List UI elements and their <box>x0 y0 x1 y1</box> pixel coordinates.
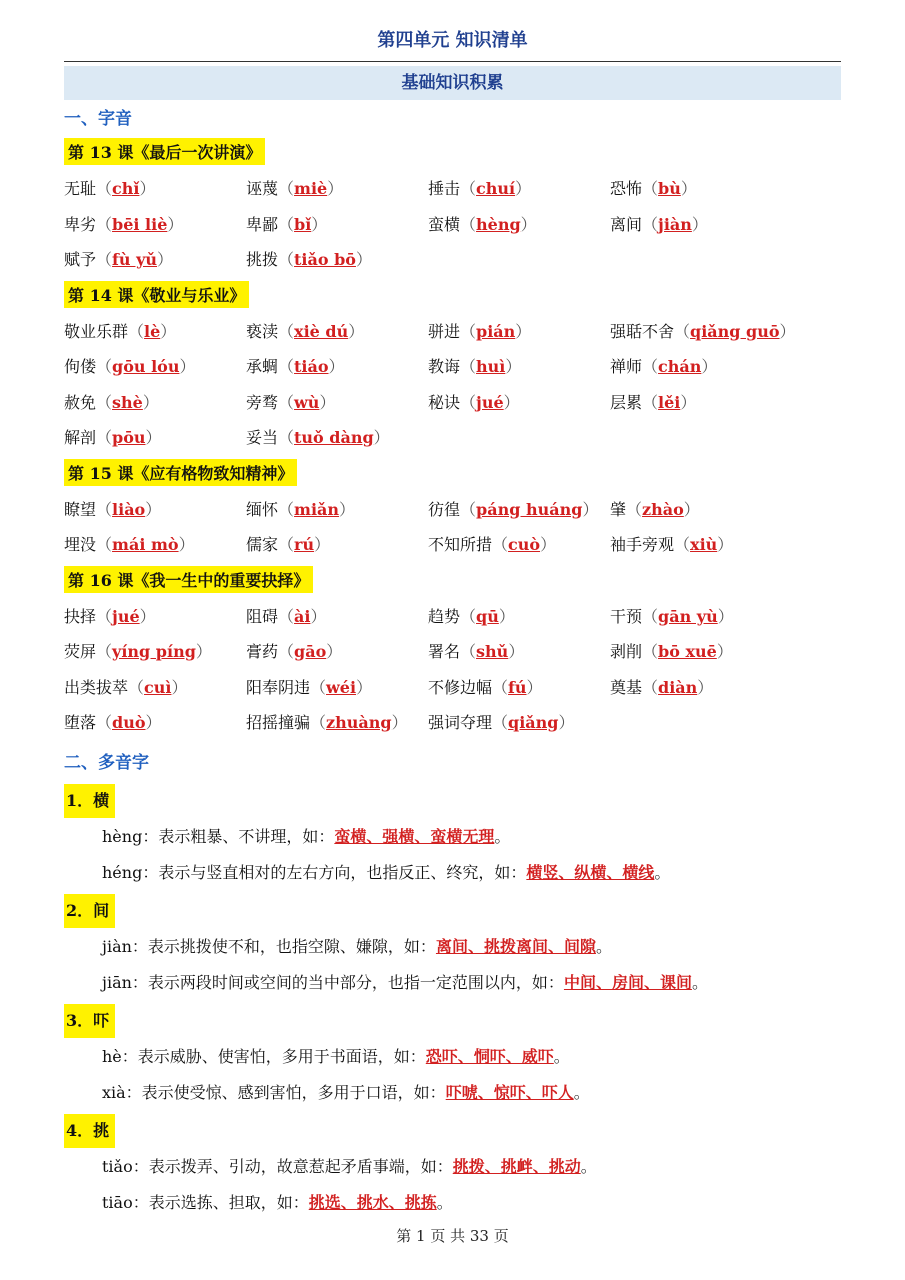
polyphone-entry <box>64 784 844 892</box>
section-banner: 基础知识积累 <box>64 66 841 100</box>
word-text: 署名 <box>428 642 461 661</box>
page-title: 第四单元 知识清单 <box>377 30 528 51</box>
polyphone-usage <box>102 820 844 856</box>
pinyin-answer: páng huáng <box>476 499 583 519</box>
open-paren: （ <box>278 428 295 447</box>
word-text: 佝偻 <box>64 357 97 376</box>
word-item <box>64 423 246 459</box>
pinyin-answer: hèng <box>476 214 521 234</box>
word-item <box>246 174 428 210</box>
usage-end: 。 <box>494 826 511 846</box>
word-text: 出类拔萃 <box>64 677 129 697</box>
word-text: 挑拨 <box>246 250 279 269</box>
polyphone-usage <box>102 1040 844 1076</box>
word-text: 敬业乐群 <box>64 321 129 341</box>
word-text: 卑鄙 <box>246 214 279 234</box>
usage-end: 。 <box>436 1192 453 1212</box>
word-text: 强聒不舍 <box>610 321 675 341</box>
usage-end: 。 <box>595 936 612 956</box>
word-text: 层累 <box>610 392 643 412</box>
close-paren: ） <box>145 499 162 519</box>
open-paren: （ <box>96 428 113 447</box>
close-paren: ） <box>142 392 159 412</box>
word-item <box>428 530 610 566</box>
word-text: 不修边幅 <box>428 677 493 697</box>
close-paren: ） <box>515 321 532 341</box>
word-item <box>64 708 246 744</box>
close-paren: ） <box>779 321 796 341</box>
word-text: 干预 <box>610 606 643 626</box>
word-text: 荧屏 <box>64 642 97 661</box>
word-grid <box>64 317 844 459</box>
word-item <box>428 317 610 353</box>
close-paren: ） <box>691 214 708 234</box>
open-paren: （ <box>96 713 113 732</box>
polyphone-title: 3．吓 <box>64 1004 115 1038</box>
word-item <box>64 352 246 388</box>
page-footer: 第 1 页 共 33 页 <box>396 1227 509 1245</box>
usage-examples: 横竖、纵横、横线 <box>526 862 655 882</box>
pinyin-answer: cuì <box>144 677 172 697</box>
word-item <box>610 495 810 531</box>
pinyin-answer: diàn <box>658 677 698 697</box>
open-paren: （ <box>278 250 295 269</box>
part1-heading: 一、字音 <box>64 109 132 129</box>
pinyin-answer: lè <box>144 321 161 341</box>
pinyin-answer: jué <box>476 392 504 412</box>
open-paren: （ <box>278 179 295 198</box>
open-paren: （ <box>278 535 295 554</box>
word-text: 亵渎 <box>246 321 279 341</box>
word-text: 缅怀 <box>246 499 279 519</box>
lesson-title: 第 14 课《敬业与乐业》 <box>64 281 249 308</box>
close-paren: ） <box>348 321 365 341</box>
polyphone-entry <box>64 1114 844 1222</box>
word-text: 秘诀 <box>428 392 461 412</box>
word-text: 解剖 <box>64 428 97 447</box>
word-item <box>246 352 428 388</box>
pinyin-answer: cuò <box>508 535 541 554</box>
word-text: 袖手旁观 <box>610 535 675 554</box>
word-item <box>428 495 610 531</box>
close-paren: ） <box>311 214 328 234</box>
usage-end: 。 <box>580 1156 597 1176</box>
word-text: 阻碍 <box>246 606 279 626</box>
pinyin-answer: xiè dú <box>294 321 349 341</box>
usage-end: 。 <box>573 1082 590 1102</box>
lesson-title-row <box>64 459 844 495</box>
close-paren: ） <box>195 642 212 661</box>
close-paren: ） <box>355 250 372 269</box>
word-text: 瞭望 <box>64 499 97 519</box>
open-paren: （ <box>460 321 477 341</box>
polyphone-usage <box>102 930 844 966</box>
pinyin-answer: liào <box>112 499 146 519</box>
open-paren: （ <box>460 357 477 376</box>
close-paren: ） <box>697 677 714 697</box>
usage-text: hèng：表示粗暴、不讲理，如： <box>102 826 335 846</box>
close-paren: ） <box>717 535 734 554</box>
polyphone-usage <box>102 1186 844 1222</box>
polyphone-usage <box>102 856 844 892</box>
polyphone-usage <box>102 966 844 1002</box>
pinyin-answer: chǐ <box>112 179 140 198</box>
pinyin-answer: fù yǔ <box>112 250 158 269</box>
word-text: 诬蔑 <box>246 179 279 198</box>
close-paren: ） <box>540 535 557 554</box>
polyphone-entry <box>64 894 844 1002</box>
open-paren: （ <box>96 606 113 626</box>
word-item <box>610 602 810 638</box>
close-paren: ） <box>701 357 718 376</box>
word-text: 捶击 <box>428 179 461 198</box>
open-paren: （ <box>96 392 113 412</box>
close-paren: ） <box>167 214 184 234</box>
close-paren: ） <box>139 179 156 198</box>
word-item <box>428 673 610 709</box>
word-text: 教诲 <box>428 357 461 376</box>
open-paren: （ <box>642 642 659 661</box>
word-text: 蛮横 <box>428 214 461 234</box>
usage-text: tiāo：表示选拣、担取，如： <box>102 1192 309 1212</box>
word-text: 卑劣 <box>64 214 97 234</box>
word-grid <box>64 174 844 281</box>
word-item <box>246 530 428 566</box>
word-item <box>610 637 810 673</box>
pinyin-answer: wéi <box>326 677 357 697</box>
word-item <box>246 602 428 638</box>
pinyin-answer: qiǎng guō <box>690 321 780 341</box>
word-text: 不知所措 <box>428 535 493 554</box>
open-paren: （ <box>96 214 113 234</box>
close-paren: ） <box>505 357 522 376</box>
word-grid <box>64 602 844 744</box>
close-paren: ） <box>157 250 174 269</box>
word-item <box>428 388 610 424</box>
word-text: 膏药 <box>246 642 279 661</box>
usage-examples: 吓唬、惊吓、吓人 <box>445 1082 574 1102</box>
close-paren: ） <box>326 642 343 661</box>
pinyin-answer: gōu lóu <box>112 357 180 376</box>
pinyin-answer: tiǎo bō <box>294 250 356 269</box>
open-paren: （ <box>642 179 659 198</box>
word-item <box>246 317 428 353</box>
open-paren: （ <box>96 642 113 661</box>
word-item <box>64 602 246 638</box>
close-paren: ） <box>391 713 408 732</box>
word-text: 强词夺理 <box>428 713 493 732</box>
word-item <box>64 317 246 353</box>
close-paren: ） <box>178 535 195 554</box>
pinyin-answer: shè <box>112 392 143 412</box>
open-paren: （ <box>128 677 145 697</box>
word-item <box>428 602 610 638</box>
open-paren: （ <box>460 179 477 198</box>
close-paren: ） <box>503 392 520 412</box>
open-paren: （ <box>96 250 113 269</box>
lesson-list <box>64 138 844 744</box>
open-paren: （ <box>460 499 477 519</box>
word-item <box>64 637 246 673</box>
close-paren: ） <box>717 606 734 626</box>
open-paren: （ <box>310 713 327 732</box>
close-paren: ） <box>515 179 532 198</box>
word-text: 赦免 <box>64 392 97 412</box>
open-paren: （ <box>128 321 145 341</box>
lesson-title-row <box>64 138 844 174</box>
pinyin-answer: yíng píng <box>112 642 196 661</box>
word-item <box>428 637 610 673</box>
word-text: 抉择 <box>64 606 97 626</box>
open-paren: （ <box>278 392 295 412</box>
pinyin-answer: chuí <box>476 179 516 198</box>
word-text: 旁骛 <box>246 392 279 412</box>
pinyin-answer: tiáo <box>294 357 329 376</box>
open-paren: （ <box>642 392 659 412</box>
pinyin-answer: miè <box>294 179 328 198</box>
pinyin-answer: jué <box>112 606 140 626</box>
close-paren: ） <box>179 357 196 376</box>
word-text: 招摇撞骗 <box>246 713 311 732</box>
open-paren: （ <box>96 499 113 519</box>
pinyin-answer: zhào <box>642 499 684 519</box>
close-paren: ） <box>558 713 575 732</box>
open-paren: （ <box>626 499 643 519</box>
usage-text: hè：表示威胁、使害怕，多用于书面语，如： <box>102 1046 426 1066</box>
usage-examples: 挑选、挑水、挑拣 <box>308 1192 437 1212</box>
open-paren: （ <box>642 606 659 626</box>
word-item <box>428 174 610 210</box>
close-paren: ） <box>526 677 543 697</box>
open-paren: （ <box>674 535 691 554</box>
close-paren: ） <box>139 606 156 626</box>
close-paren: ） <box>327 179 344 198</box>
usage-examples: 挑拨、挑衅、挑动 <box>452 1156 581 1176</box>
usage-examples: 恐吓、恫吓、威吓 <box>425 1046 554 1066</box>
word-text: 离间 <box>610 214 643 234</box>
word-text: 骈进 <box>428 321 461 341</box>
pinyin-answer: xiù <box>690 535 718 554</box>
close-paren: ） <box>520 214 537 234</box>
word-item <box>610 530 810 566</box>
pinyin-answer: huì <box>476 357 506 376</box>
pinyin-answer: bēi liè <box>112 214 168 234</box>
pinyin-answer: pián <box>476 321 516 341</box>
pinyin-answer: chán <box>658 357 702 376</box>
open-paren: （ <box>642 357 659 376</box>
close-paren: ） <box>314 535 331 554</box>
usage-text: xià：表示使受惊、感到害怕，多用于口语，如： <box>102 1082 446 1102</box>
usage-text: jiān：表示两段时间或空间的当中部分，也指一定范围以内，如： <box>102 972 564 992</box>
word-item <box>64 495 246 531</box>
open-paren: （ <box>460 606 477 626</box>
pinyin-answer: rú <box>294 535 315 554</box>
polyphone-title: 2．间 <box>64 894 115 928</box>
close-paren: ） <box>171 677 188 697</box>
open-paren: （ <box>674 321 691 341</box>
word-text: 肇 <box>610 499 627 519</box>
open-paren: （ <box>278 499 295 519</box>
lesson-title: 第 16 课《我一生中的重要抉择》 <box>64 566 313 593</box>
word-text: 彷徨 <box>428 499 461 519</box>
pinyin-answer: mái mò <box>112 535 179 554</box>
usage-end: 。 <box>654 862 671 882</box>
polyphone-usage <box>102 1150 844 1186</box>
word-item <box>246 637 428 673</box>
lesson-title: 第 15 课《应有格物致知精神》 <box>64 459 297 486</box>
open-paren: （ <box>460 214 477 234</box>
open-paren: （ <box>642 677 659 697</box>
pinyin-answer: zhuàng <box>326 713 392 732</box>
lesson-title: 第 13 课《最后一次讲演》 <box>64 138 265 165</box>
close-paren: ） <box>680 179 697 198</box>
pinyin-answer: lěi <box>658 392 681 412</box>
word-item <box>64 210 246 246</box>
word-item <box>610 210 810 246</box>
word-item <box>610 174 810 210</box>
word-text: 赋予 <box>64 250 97 269</box>
word-item <box>246 210 428 246</box>
word-text: 阳奉阴违 <box>246 677 311 697</box>
pinyin-answer: bù <box>658 179 681 198</box>
usage-examples: 蛮横、强横、蛮横无理 <box>334 826 495 846</box>
word-text: 承蜩 <box>246 357 279 376</box>
close-paren: ） <box>310 606 327 626</box>
open-paren: （ <box>278 357 295 376</box>
word-item <box>610 673 810 709</box>
pinyin-answer: shǔ <box>476 642 509 661</box>
close-paren: ） <box>356 677 373 697</box>
pinyin-answer: wù <box>294 392 320 412</box>
word-text: 妥当 <box>246 428 279 447</box>
close-paren: ） <box>716 642 733 661</box>
word-text: 趋势 <box>428 606 461 626</box>
word-item <box>64 673 246 709</box>
usage-end: 。 <box>691 972 708 992</box>
close-paren: ） <box>582 499 599 519</box>
open-paren: （ <box>492 535 509 554</box>
close-paren: ） <box>680 392 697 412</box>
word-item <box>428 210 610 246</box>
word-item <box>428 708 610 744</box>
close-paren: ） <box>145 713 162 732</box>
pinyin-answer: miǎn <box>294 499 340 519</box>
close-paren: ） <box>373 428 390 447</box>
word-item <box>246 708 428 744</box>
usage-text: héng：表示与竖直相对的左右方向，也指反正、终究，如： <box>102 862 527 882</box>
pinyin-answer: tuǒ dàng <box>294 428 374 447</box>
pinyin-answer: qiǎng <box>508 713 559 732</box>
part2-heading: 二、多音字 <box>64 752 149 773</box>
polyphone-title: 4．挑 <box>64 1114 115 1148</box>
polyphone-entry <box>64 1004 844 1112</box>
close-paren: ） <box>339 499 356 519</box>
open-paren: （ <box>278 214 295 234</box>
word-text: 禅师 <box>610 357 643 376</box>
open-paren: （ <box>492 713 509 732</box>
usage-text: jiàn：表示挑拨使不和，也指空隙、嫌隙，如： <box>102 936 436 956</box>
word-item <box>610 388 810 424</box>
word-text: 剥削 <box>610 642 643 661</box>
open-paren: （ <box>460 642 477 661</box>
close-paren: ） <box>683 499 700 519</box>
pinyin-answer: fú <box>508 677 527 697</box>
word-item <box>246 423 428 459</box>
header-divider <box>64 61 841 62</box>
pinyin-answer: ài <box>294 606 311 626</box>
pinyin-answer: gāo <box>294 642 327 661</box>
word-text: 堕落 <box>64 713 97 732</box>
close-paren: ） <box>498 606 515 626</box>
word-item <box>428 352 610 388</box>
usage-examples: 中间、房间、课间 <box>563 972 692 992</box>
open-paren: （ <box>310 677 327 697</box>
pinyin-answer: jiàn <box>658 214 692 234</box>
close-paren: ） <box>160 321 177 341</box>
word-item <box>246 388 428 424</box>
word-item <box>246 245 428 281</box>
polyphone-list <box>64 784 844 1222</box>
close-paren: ） <box>145 428 162 447</box>
open-paren: （ <box>96 357 113 376</box>
open-paren: （ <box>96 179 113 198</box>
pinyin-answer: gān yù <box>658 606 718 626</box>
open-paren: （ <box>492 677 509 697</box>
word-item <box>610 317 810 353</box>
polyphone-title: 1．横 <box>64 784 115 818</box>
open-paren: （ <box>278 606 295 626</box>
open-paren: （ <box>642 214 659 234</box>
open-paren: （ <box>278 642 295 661</box>
word-text: 恐怖 <box>610 179 643 198</box>
word-item <box>64 530 246 566</box>
word-item <box>64 388 246 424</box>
word-grid <box>64 495 844 566</box>
word-text: 儒家 <box>246 535 279 554</box>
open-paren: （ <box>278 321 295 341</box>
open-paren: （ <box>96 535 113 554</box>
usage-end: 。 <box>553 1046 570 1066</box>
word-item <box>64 174 246 210</box>
polyphone-usage <box>102 1076 844 1112</box>
pinyin-answer: bǐ <box>294 214 312 234</box>
word-text: 无耻 <box>64 179 97 198</box>
open-paren: （ <box>460 392 477 412</box>
pinyin-answer: bō xuē <box>658 642 717 661</box>
usage-examples: 离间、挑拨离间、间隙 <box>435 936 596 956</box>
close-paren: ） <box>508 642 525 661</box>
word-item <box>246 673 428 709</box>
word-text: 埋没 <box>64 535 97 554</box>
word-item <box>64 245 246 281</box>
word-item <box>610 352 810 388</box>
pinyin-answer: duò <box>112 713 146 732</box>
word-item <box>246 495 428 531</box>
close-paren: ） <box>328 357 345 376</box>
lesson-title-row <box>64 281 844 317</box>
close-paren: ） <box>319 392 336 412</box>
pinyin-answer: qū <box>476 606 499 626</box>
lesson-title-row <box>64 566 844 602</box>
main-content <box>64 104 844 1222</box>
word-text: 奠基 <box>610 677 643 697</box>
usage-text: tiǎo：表示拨弄、引动，故意惹起矛盾事端，如： <box>102 1156 453 1176</box>
pinyin-answer: pōu <box>112 428 146 447</box>
